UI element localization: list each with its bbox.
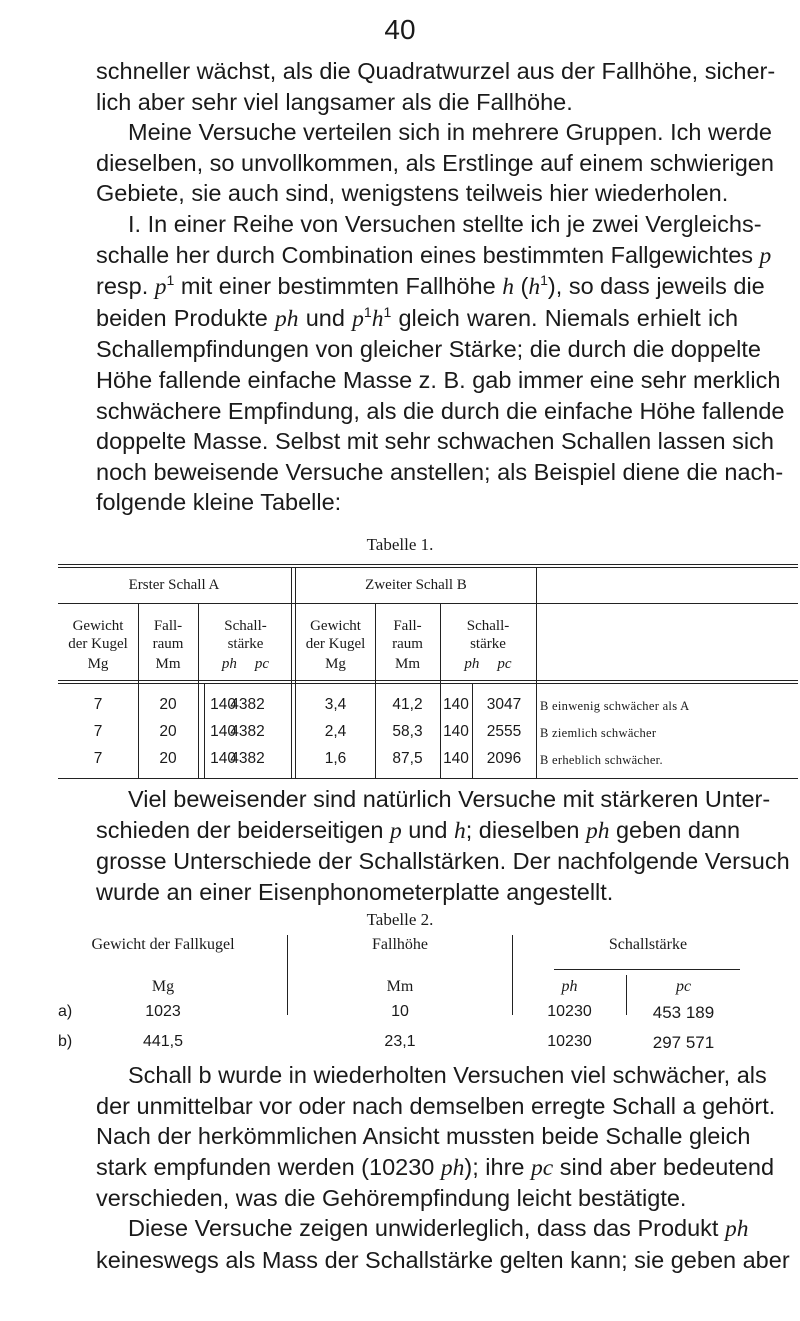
paragraph-4 [96,784,790,907]
table-1-caption: Tabelle 1. [366,535,434,554]
text-line: Viel beweisender sind natürlich Versuche mit stärkeren Unter- [128,786,771,812]
cell: 140 [210,696,236,713]
text-line: resp. $p^1$ mit einer bestimmten Fallhöhe h $(h^1)$, so dass jeweils die [96,272,765,301]
cell: 140 [443,723,469,740]
paragraph-6 [96,1213,790,1275]
text-line: noch beweisende Versuche anstellen; als Beispiel diene die nach- [96,458,784,485]
row-label: a) [58,1003,73,1020]
cell: 453 189 [652,1003,715,1022]
cell: 4382 [230,750,265,767]
cell: 2555 [486,723,522,740]
cell: 3,4 [324,696,347,713]
table-rule [58,680,798,681]
table-rule [58,683,798,684]
text-line: schneller wächst, als die Quadratwurzel aus der Fallhöhe, sicher- [96,58,776,84]
cell: 1,6 [324,750,347,767]
text-line: I. In einer Reihe von Versuchen stellte ich je zwei Vergleichs- [128,211,762,237]
cell: 20 [159,696,177,713]
cell: 140 [210,723,236,740]
cell: 3047 [486,696,522,713]
table-1-group-b: Zweiter Schall B [365,577,467,593]
cell: 4382 [230,723,265,740]
header-schallstaerke-a: Schall- stärke ph pc [221,618,270,672]
table-rule [58,778,798,779]
text-line: Meine Versuche verteilen sich in mehrere Gruppen. Ich werde [128,119,772,145]
text-line: schalle her durch Combination eines bestimmten Fallgewichtes p [96,241,772,269]
cell: 4382 [230,696,265,713]
text-line: Schallempfindungen von gleicher Stärke; die durch die doppelte [96,336,761,363]
cell: 140 [443,696,469,713]
unit-ph: ph [561,978,578,995]
cell: 20 [159,750,177,767]
table-rule [554,969,740,970]
text-line: schieden der beiderseitigen p und h; dieselben ph geben dann [96,816,741,844]
text-line: doppelte Masse. Selbst mit sehr schwachen Schallen lassen sich [96,428,774,455]
header-gewicht-b: Gewicht der Kugel Mg [305,618,366,672]
paragraph-1 [96,56,776,117]
cell: 140 [210,750,236,767]
table-rule [58,603,798,604]
cell: 140 [443,750,469,767]
text-line: Gebiete, sie auch sind, wenigstens teilweis hier wiederholen. [96,180,729,207]
cell: 23,1 [384,1033,416,1050]
cell-note: B einwenig schwächer als A [540,699,690,713]
paragraph-3 [96,209,785,518]
cell: 41,2 [392,696,423,713]
text-line: Schall b wurde in wiederholten Versuchen viel schwächer, als [128,1062,767,1088]
table-1-group-a: Erster Schall A [128,577,220,593]
row-label: b) [58,1033,73,1050]
table-rule [58,564,798,565]
table-rule [536,568,537,778]
cell: 7 [93,723,103,740]
unit-pc: pc [675,978,692,995]
paragraph-5 [96,1060,776,1214]
header-gewicht-a: Gewicht der Kugel Mg [68,618,128,672]
cell: 7 [93,696,103,713]
header-fallraum-b: Fall- raum Mm [392,618,423,672]
cell: 87,5 [392,750,423,767]
unit-mm: Mm [386,978,414,995]
text-line: Diese Versuche zeigen unwiderleglich, dass das Produkt ph [128,1215,749,1242]
text-line: Höhe fallende einfache Masse z. B. gab immer eine sehr merklich [96,366,781,393]
header-schallstaerke: Schallstärke [608,936,688,953]
cell: 297 571 [652,1033,715,1052]
text-line: wurde an einer Eisenphonometerplatte angestellt. [96,878,614,905]
cell: 10 [391,1003,409,1020]
text-line: schwächere Empfindung, als die durch die einfache Höhe fallende [96,397,785,424]
unit-mg: Mg [151,978,175,995]
table-rule [58,567,798,568]
cell: 2,4 [324,723,347,740]
header-gewicht: Gewicht der Fallkugel [91,936,235,953]
page-number: 40 [384,14,416,45]
text-line: Nach der herkömmlichen Ansicht mussten beide Schalle gleich [96,1123,751,1150]
cell: 7 [93,750,103,767]
cell: 58,3 [392,723,423,740]
cell: 20 [159,723,177,740]
cell: 2096 [486,750,522,767]
table-rule [291,568,292,778]
header-fallhoehe: Fallhöhe [372,936,428,953]
cell: 1023 [145,1003,181,1020]
text-line: verschieden, was die Gehörempfindung leicht bestätigte. [96,1185,687,1212]
header-fallraum-a: Fall- raum Mm [152,618,184,672]
table-2-caption: Tabelle 2. [366,910,434,929]
text-line: beiden Produkte ph und $p^1h^1$ gleich waren. Niemals erhielt ich [96,303,739,332]
paragraph-2 [96,117,774,209]
text-line: folgende kleine Tabelle: [96,489,342,516]
cell: 10230 [547,1033,592,1050]
text-line: der unmittelbar vor oder nach demselben erregte Schall a gehört. [96,1092,776,1119]
header-schallstaerke-b: Schall- stärke ph pc [464,618,512,672]
cell-note: B erheblich schwächer. [540,753,663,767]
cell-note: B ziemlich schwächer [540,726,657,740]
text-line: lich aber sehr viel langsamer als die Fallhöhe. [96,88,573,115]
text-line: dieselben, so unvollkommen, als Erstlinge auf einem schwierigen [96,149,774,176]
text-line: stark empfunden werden (10230 ph); ihre pc sind aber bedeutend [96,1153,775,1181]
cell: 10230 [547,1003,592,1020]
cell: 441,5 [142,1033,184,1050]
text-line: keineswegs als Mass der Schallstärke gelten kann; sie geben aber [96,1246,790,1273]
text-line: grosse Unterschiede der Schallstärken. Der nachfolgende Versuch [96,848,790,875]
table-rule [295,568,296,778]
